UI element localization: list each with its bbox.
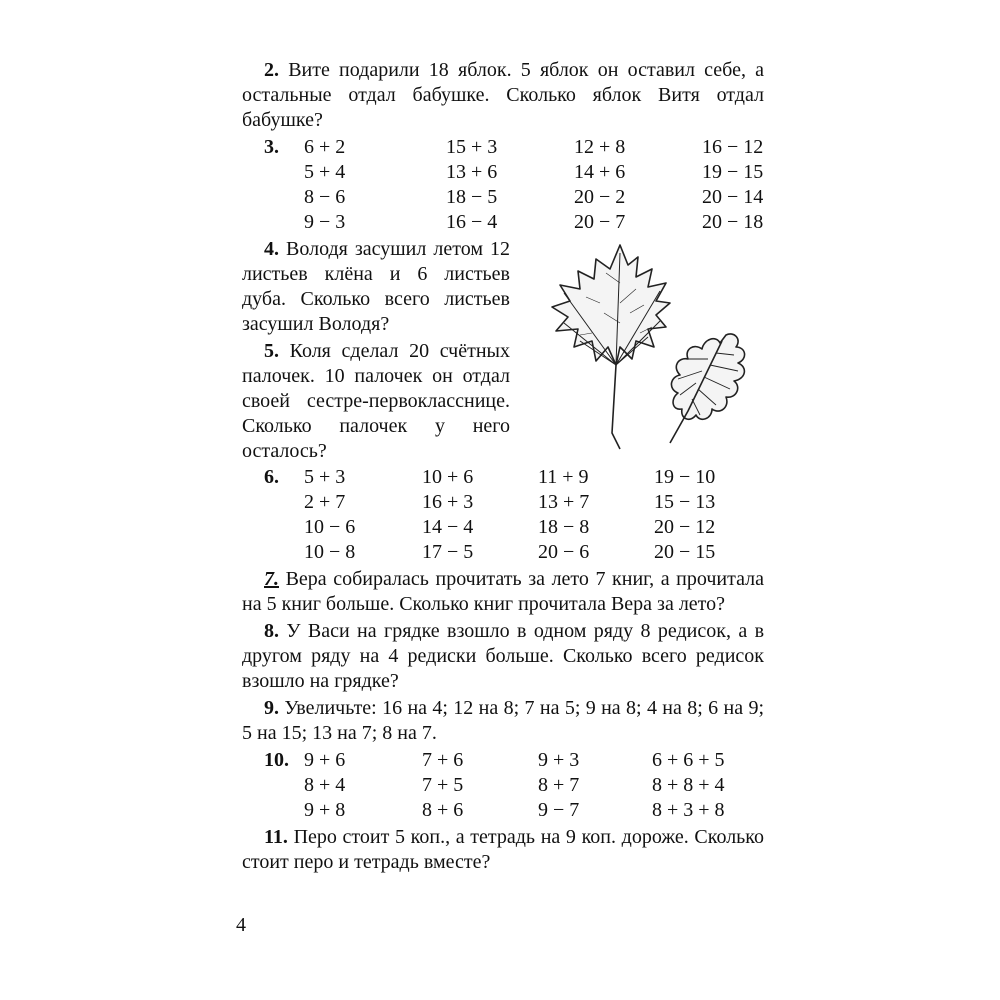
expression-cell: 13 + 6 <box>446 161 498 183</box>
problem-text: Коля сделал 20 счётных палочек. 10 палочек он отдал своей сестре-первокласснице. Сколько палочек у него осталось? <box>242 340 510 462</box>
page-number: 4 <box>236 914 246 936</box>
expression-cell: 9 + 3 <box>538 749 580 771</box>
expression-cell: 14 − 4 <box>422 516 474 538</box>
expression-cell: 9 + 6 <box>304 749 346 771</box>
expression-cell: 6 + 6 + 5 <box>652 749 725 771</box>
problem-number: 10. <box>264 749 289 771</box>
problem-2 <box>242 58 764 133</box>
expression-cell: 5 + 3 <box>304 466 346 488</box>
problem-text: Перо стоит 5 коп., а тетрадь на 9 коп. дороже. Сколько стоит перо и тетрадь вместе? <box>242 826 765 873</box>
expression-cell: 8 + 4 <box>304 774 346 796</box>
expression-cell: 10 − 6 <box>304 516 356 538</box>
problem-10-grid <box>242 748 764 823</box>
expression-cell: 19 − 10 <box>654 466 716 488</box>
problem-text: Вера собиралась прочитать за лето 7 книг, а прочитала на 5 книг больше. Сколько книг прочитала Вера за лето? <box>242 568 764 615</box>
expression-cell: 17 − 5 <box>422 541 474 563</box>
expression-cell: 13 + 7 <box>538 491 590 513</box>
expression-cell: 15 + 3 <box>446 136 498 158</box>
problem-4 <box>242 237 510 337</box>
problem-7 <box>242 567 764 617</box>
expression-cell: 8 + 8 + 4 <box>652 774 725 796</box>
grid-spacer <box>242 185 304 210</box>
expression-cell: 7 + 5 <box>422 774 464 796</box>
expression-cell: 7 + 6 <box>422 749 464 771</box>
expression-cell: 9 − 3 <box>304 211 346 233</box>
expression-cell: 8 + 3 + 8 <box>652 799 725 821</box>
problem-3-grid <box>242 135 764 235</box>
expression-cell: 16 − 12 <box>702 136 764 158</box>
problem-number: 4. <box>264 238 279 260</box>
grid-spacer <box>242 515 304 540</box>
textbook-page <box>242 58 764 877</box>
expression-cell: 19 − 15 <box>702 161 764 183</box>
problem-text: У Васи на грядке взошло в одном ряду 8 редисок, а в другом ряду на 4 редиски больше. Сколько всего редисок взошло на грядке? <box>242 620 765 692</box>
expression-cell: 18 − 8 <box>538 516 590 538</box>
maple-leaf-icon <box>552 245 670 365</box>
problem-number: 9. <box>264 697 279 719</box>
expression-cell: 8 + 6 <box>422 799 464 821</box>
expression-cell: 10 + 6 <box>422 466 474 488</box>
problem-number: 2. <box>264 59 279 81</box>
problem-8 <box>242 619 764 694</box>
expression-cell: 9 − 7 <box>538 799 580 821</box>
oak-leaf-icon <box>671 334 744 419</box>
expression-cell: 20 − 14 <box>702 186 764 208</box>
expression-cell: 15 − 13 <box>654 491 716 513</box>
grid-spacer <box>242 540 304 565</box>
expression-cell: 20 − 12 <box>654 516 716 538</box>
problem-number: 11. <box>264 826 288 848</box>
maple-and-oak-leaves-icon <box>520 243 770 455</box>
problem-11 <box>242 825 764 875</box>
expression-cell: 20 − 7 <box>574 211 626 233</box>
expression-cell: 14 + 6 <box>574 161 626 183</box>
problem-number: 7. <box>264 568 279 590</box>
expression-cell: 10 − 8 <box>304 541 356 563</box>
grid-spacer <box>242 210 304 235</box>
expression-cell: 5 + 4 <box>304 161 346 183</box>
problem-number: 6. <box>264 466 279 488</box>
expression-cell: 6 + 2 <box>304 136 346 158</box>
expression-cell: 20 − 2 <box>574 186 626 208</box>
problem-text: Володя засушил летом 12 листьев клёна и 6 листьев дуба. Сколько всего листьев засушил Володя? <box>242 238 510 335</box>
grid-spacer <box>242 490 304 515</box>
expression-cell: 16 + 3 <box>422 491 474 513</box>
grid-spacer <box>242 160 304 185</box>
problem-number: 3. <box>264 136 279 158</box>
expression-cell: 20 − 6 <box>538 541 590 563</box>
expression-cell: 8 − 6 <box>304 186 346 208</box>
problem-5 <box>242 339 510 464</box>
problems-4-5-with-illustration <box>242 237 764 465</box>
expression-cell: 9 + 8 <box>304 799 346 821</box>
grid-spacer <box>242 773 304 798</box>
problem-text: Вите подарили 18 яблок. 5 яблок он оставил себе, а остальные отдал бабушке. Сколько яблок Витя отдал бабушке? <box>242 59 765 131</box>
problem-6-grid <box>242 465 764 565</box>
expression-cell: 11 + 9 <box>538 466 589 488</box>
problem-number: 8. <box>264 620 279 642</box>
expression-cell: 12 + 8 <box>574 136 626 158</box>
problem-9 <box>242 696 764 746</box>
expression-cell: 8 + 7 <box>538 774 580 796</box>
expression-cell: 2 + 7 <box>304 491 346 513</box>
expression-cell: 16 − 4 <box>446 211 498 233</box>
expression-cell: 20 − 15 <box>654 541 716 563</box>
problem-number: 5. <box>264 340 279 362</box>
problem-text: Увеличьте: 16 на 4; 12 на 8; 7 на 5; 9 на 8; 4 на 8; 6 на 9; 5 на 15; 13 на 7; 8 на 7. <box>242 697 765 744</box>
expression-cell: 18 − 5 <box>446 186 498 208</box>
expression-cell: 20 − 18 <box>702 211 764 233</box>
grid-spacer <box>242 798 304 823</box>
